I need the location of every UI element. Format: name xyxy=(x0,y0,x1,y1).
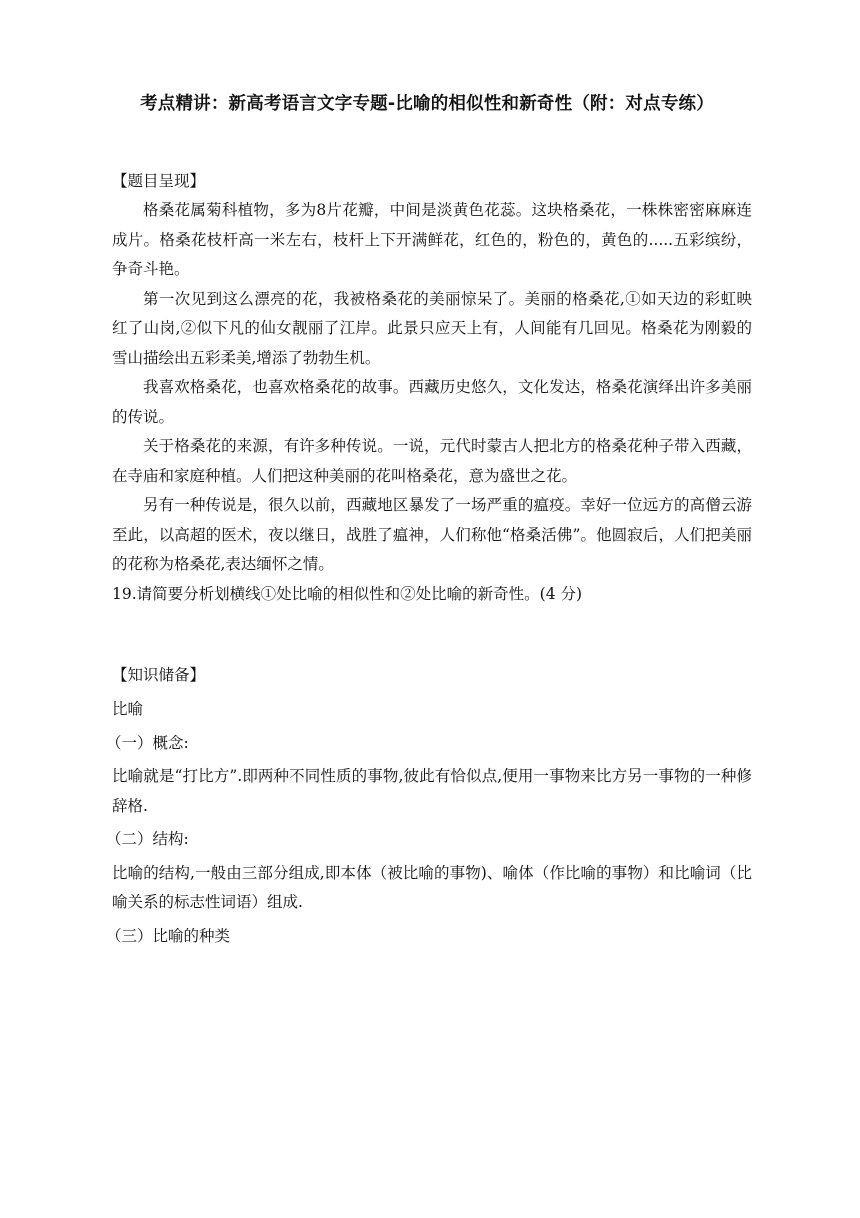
concept-text: 比喻就是“打比方”.即两种不同性质的事物,彼此有恰似点,便用一事物来比方另一事物的一种修辞格. xyxy=(112,767,752,815)
structure-text: 比喻的结构,一般由三部分组成,即本体（被比喻的事物)、喻体（作比喻的事物）和比喻词（比喻关系的标志性词语）组成. xyxy=(112,863,752,911)
question-19: 19.请简要分析划横线①处比喻的相似性和②处比喻的新奇性。(4 分) xyxy=(112,584,583,603)
passage-paragraph-3: 我喜欢格桑花，也喜欢格桑花的故事。西藏历史悠久，文化发达，格桑花演绎出许多美丽的传说。 xyxy=(112,378,752,426)
document-page xyxy=(106,90,752,951)
passage-paragraph-5: 另有一种传说是，很久以前，西藏地区暴发了一场严重的瘟疫。幸好一位远方的高僧云游至此，以高超的医术，夜以继日，战胜了瘟神，人们称他“格桑活佛”。他圆寂后，人们把美丽的花称为格桑花,表达缅怀之情。 xyxy=(112,496,752,573)
question-section-header: 【题目呈现】 xyxy=(112,172,206,190)
knowledge-section-header: 【知识储备】 xyxy=(112,666,206,684)
document-title: 考点精讲：新高考语言文字专题-比喻的相似性和新奇性（附：对点专练） xyxy=(140,94,714,114)
types-heading: （三）比喻的种类 xyxy=(106,926,231,945)
passage-paragraph-2: 第一次见到这么漂亮的花，我被格桑花的美丽惊呆了。美丽的格桑花,①如天边的彩虹映红了山岗,②似下凡的仙女靓丽了江岸。此景只应天上有，人间能有几回见。格桑花为刚毅的雪山描绘出五彩柔美,增添了勃勃生机。 xyxy=(112,289,752,367)
passage-paragraph-4: 关于格桑花的来源，有许多种传说。一说，元代时蒙古人把北方的格桑花种子带入西藏，在寺庙和家庭种植。人们把这种美丽的花叫格桑花，意为盛世之花。 xyxy=(112,437,752,485)
structure-heading: （二）结构: xyxy=(106,830,189,848)
knowledge-topic: 比喻 xyxy=(112,700,144,718)
concept-heading: （一）概念: xyxy=(106,733,189,752)
passage-paragraph-1: 格桑花属菊科植物，多为8片花瓣，中间是淡黄色花蕊。这块格桑花，一株株密密麻麻连成片。格桑花枝杆高一米左右，枝杆上下开满鲜花，红色的，粉色的，黄色的.....五彩缤纷，争奇斗艳。 xyxy=(112,201,752,278)
